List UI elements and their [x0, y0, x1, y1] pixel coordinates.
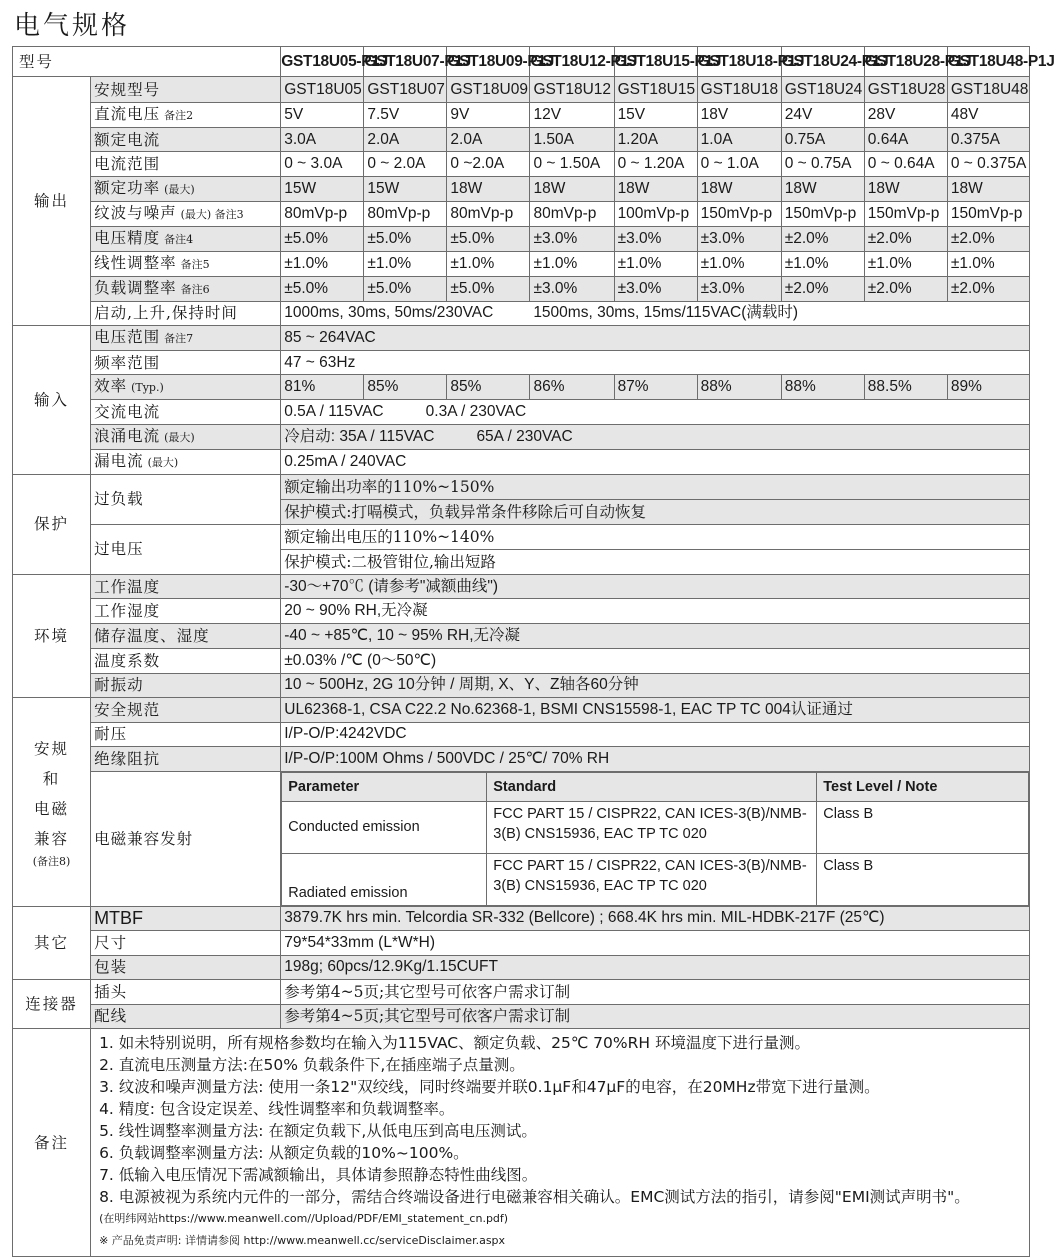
emc-table-cell: [281, 771, 1030, 906]
row-label-text: 工作温度: [94, 577, 161, 596]
value-cell: ±5.0%: [364, 226, 447, 251]
value-cell: ±3.0%: [614, 226, 697, 251]
row-label-text: 线性调整率: [94, 253, 177, 272]
value-cell: ±1.0%: [530, 251, 614, 276]
spec-table: [12, 46, 1055, 1257]
row-label-text: 绝缘阻抗: [94, 749, 161, 768]
timing-value-a: 1000ms, 30ms, 50ms/230VAC: [284, 304, 494, 322]
emc-table: [281, 772, 1029, 906]
section-connector: 连接器: [13, 980, 91, 1029]
section-safety-line: 电磁: [34, 799, 70, 818]
efficiency-cell: 88.5%: [864, 375, 947, 400]
input-row: [13, 325, 1030, 350]
note-line: 1. 如未特别说明，所有规格参数均在输入为115VAC、额定负载、25℃ 70%RH 环境温度下进行量测。: [99, 1034, 810, 1053]
efficiency-cell: 85%: [364, 375, 447, 400]
model-name-cell: GST18U09-P1J: [447, 47, 530, 77]
emc-row: [13, 771, 1030, 906]
value-cell: GST18U05: [281, 77, 364, 103]
value-cell: 28V: [864, 103, 947, 128]
section-safety-emc: [13, 698, 91, 907]
value-cell: GST18U18: [697, 77, 781, 103]
row-label: [91, 474, 281, 524]
section-protection: 保护: [13, 474, 91, 574]
spec-title: 电气规格: [14, 11, 131, 41]
row-label-text: 尺寸: [94, 933, 128, 952]
row-label-note: 备注2: [164, 109, 194, 122]
emc-row: [282, 801, 1029, 853]
input-row: [13, 424, 1030, 449]
row-label-text: 启动,上升,保持时间: [94, 304, 238, 323]
row-label-text: 漏电流: [94, 451, 144, 470]
row-label-text: 浪涌电流: [94, 426, 161, 445]
row-label: [91, 152, 281, 176]
environment-row: [13, 599, 1030, 624]
safety-row: [13, 747, 1030, 772]
row-label-text: 温度系数: [94, 651, 161, 670]
value-cell: 0 ~ 0.375A: [947, 152, 1029, 176]
value-cell: ±1.0%: [947, 251, 1029, 276]
note-line: ※ 产品免责声明: 详情请参阅 http://www.meanwell.cc/serviceDisclaimer.aspx: [99, 1234, 506, 1248]
value-cell: ±1.0%: [447, 251, 530, 276]
others-row: [13, 955, 1030, 980]
environment-row: [13, 574, 1030, 599]
value-cell: 0 ~ 1.0A: [697, 152, 781, 176]
note-line: 7. 低输入电压情况下需减额输出，具体请参照静态特性曲线图。: [99, 1166, 538, 1185]
row-label: [91, 449, 281, 474]
connector-row: [13, 980, 1030, 1005]
row-label: [91, 1004, 281, 1029]
environment-value: -40 ~ +85℃, 10 ~ 95% RH,无冷凝: [281, 624, 1030, 649]
row-label: [91, 599, 281, 624]
ac-current-b: 0.3A / 230VAC: [425, 403, 527, 421]
row-label-text: 包装: [94, 958, 128, 977]
row-label: [91, 350, 281, 375]
value-cell: ±2.0%: [947, 226, 1029, 251]
row-label: [91, 747, 281, 772]
model-name-cell: GST18U05-P1J: [281, 47, 364, 77]
row-label: [91, 128, 281, 152]
row-label: [91, 698, 281, 723]
value-cell: 18W: [697, 176, 781, 201]
row-label: [91, 276, 281, 301]
row-label-text: 频率范围: [94, 353, 161, 372]
row-label-text: 插头: [94, 982, 128, 1001]
mtbf-value: 3879.7K hrs min. Telcordia SR-332 (Bellcore) ; 668.4K hrs min. MIL-HDBK-217F (25℃): [281, 906, 1030, 931]
row-label-text: 工作湿度: [94, 602, 161, 621]
model-name-cell: GST18U18-P1J: [697, 47, 781, 77]
row-label-text: 安全规范: [94, 700, 161, 719]
value-cell: 18V: [697, 103, 781, 128]
value-cell: ±2.0%: [781, 276, 864, 301]
value-cell: 0 ~ 0.64A: [864, 152, 947, 176]
row-label: MTBF: [91, 906, 281, 931]
row-label: [91, 931, 281, 956]
output-row: [13, 201, 1030, 226]
row-label-text: 负载调整率: [94, 278, 177, 297]
row-label-note: (最大): [164, 430, 195, 444]
row-label: [91, 77, 281, 103]
output-row: [13, 226, 1030, 251]
note-line: 6. 负载调整率测量方法: 从额定负载的10%~100%。: [99, 1144, 469, 1163]
dimension-value: 79*54*33mm (L*W*H): [281, 931, 1030, 956]
input-row: [13, 375, 1030, 400]
environment-row: [13, 673, 1030, 698]
value-cell: 0 ~ 1.50A: [530, 152, 614, 176]
value-cell: 0 ~ 3.0A: [281, 152, 364, 176]
section-notes: 备注: [13, 1029, 91, 1257]
model-name-cell: GST18U15-P1J: [614, 47, 697, 77]
row-label: [91, 673, 281, 698]
value-cell: ±1.0%: [614, 251, 697, 276]
value-cell: 2.0A: [364, 128, 447, 152]
value-cell: ±3.0%: [697, 226, 781, 251]
value-cell: ±2.0%: [947, 276, 1029, 301]
input-voltage-value: 85 ~ 264VAC: [281, 325, 1030, 350]
safety-row: [13, 698, 1030, 723]
leakage-value: 0.25mA / 240VAC: [281, 449, 1030, 474]
section-input: 输入: [13, 325, 91, 474]
section-safety-note: (备注8): [32, 854, 71, 868]
environment-value: 20 ~ 90% RH,无冷凝: [281, 599, 1030, 624]
value-cell: GST18U24: [781, 77, 864, 103]
input-frequency-value: 47 ~ 63Hz: [281, 350, 1030, 375]
output-row: [13, 152, 1030, 176]
emc-parameter-cell: Conducted emission: [282, 801, 487, 853]
value-cell: 0 ~ 1.20A: [614, 152, 697, 176]
note-line: 3. 纹波和噪声测量方法: 使用一条12"双绞线，同时终端要并联0.1μF和47μF的电容，在20MHz带宽下进行量测。: [99, 1078, 880, 1097]
row-label: [91, 524, 281, 574]
value-cell: 0.375A: [947, 128, 1029, 152]
row-label-text: 耐振动: [94, 676, 144, 695]
row-label: [91, 624, 281, 649]
value-cell: 2.0A: [447, 128, 530, 152]
emc-header-row: [282, 772, 1029, 801]
value-cell: 12V: [530, 103, 614, 128]
row-label-text: 耐压: [94, 725, 128, 744]
row-label-text: 额定功率: [94, 178, 161, 197]
value-cell: 18W: [530, 176, 614, 201]
row-label-text: 过电压: [94, 540, 144, 559]
value-cell: 5V: [281, 103, 364, 128]
value-cell: 48V: [947, 103, 1029, 128]
environment-row: [13, 648, 1030, 673]
connector-row: [13, 1004, 1030, 1029]
row-label-text: 交流电流: [94, 403, 161, 422]
notes-cell: [91, 1029, 1030, 1257]
value-cell: 15W: [281, 176, 364, 201]
row-label: [91, 980, 281, 1005]
value-cell: GST18U09: [447, 77, 530, 103]
value-cell: GST18U12: [530, 77, 614, 103]
note-line: 5. 线性调整率测量方法: 在额定负载下,从低电压到高电压测试。: [99, 1122, 537, 1141]
row-label: [91, 424, 281, 449]
row-label-note: 备注5: [180, 257, 210, 271]
value-cell: 80mVp-p: [530, 201, 614, 226]
output-row: [13, 77, 1030, 103]
efficiency-cell: 88%: [697, 375, 781, 400]
value-cell: 150mVp-p: [864, 201, 947, 226]
input-row: [13, 449, 1030, 474]
row-label: [91, 103, 281, 128]
inrush-b: 65A / 230VAC: [476, 427, 573, 445]
timing-value: [281, 301, 1030, 325]
row-label: [91, 574, 281, 599]
row-label: [91, 771, 281, 906]
isolation-value: I/P-O/P:100M Ohms / 500VDC / 25℃/ 70% RH: [281, 747, 1030, 772]
value-cell: ±2.0%: [781, 226, 864, 251]
value-cell: 18W: [781, 176, 864, 201]
output-row: [13, 103, 1030, 128]
value-cell: ±5.0%: [281, 226, 364, 251]
row-label: [91, 201, 281, 226]
note-line: 2. 直流电压测量方法:在50% 负载条件下,在插座端子点量测。: [99, 1056, 525, 1075]
environment-value: -30～+70℃ (请参考"减额曲线"): [281, 574, 1030, 599]
value-cell: GST18U48: [947, 77, 1029, 103]
row-label-note: 备注7: [164, 331, 194, 345]
value-cell: ±1.0%: [781, 251, 864, 276]
row-label-text: 储存温度、湿度: [94, 627, 210, 645]
note-line: (在明纬网站https://www.meanwell.com//Upload/PDF/EMI_statement_cn.pdf): [99, 1212, 509, 1226]
overvoltage-line2: 保护模式:二极管钳位,输出短路: [281, 549, 1030, 574]
row-label: [91, 226, 281, 251]
value-cell: ±5.0%: [364, 276, 447, 301]
value-cell: 80mVp-p: [281, 201, 364, 226]
efficiency-cell: 88%: [781, 375, 864, 400]
value-cell: 15W: [364, 176, 447, 201]
row-label-text: 效率: [94, 377, 128, 396]
emc-row: [282, 853, 1029, 905]
row-label-text: 额定电流: [94, 130, 161, 149]
overload-line1: 额定输出功率的110%~150%: [281, 474, 1030, 499]
section-safety-line: 和: [42, 769, 61, 788]
row-label-text: 直流电压: [94, 105, 161, 123]
row-label: [91, 375, 281, 400]
overvoltage-line1: 额定输出电压的110%~140%: [281, 524, 1030, 549]
row-label-note: (最大) 备注3: [180, 207, 244, 221]
timing-value-b: 1500ms, 30ms, 15ms/115VAC(满载时): [533, 304, 799, 322]
value-cell: GST18U28: [864, 77, 947, 103]
value-cell: 18W: [447, 176, 530, 201]
value-cell: 0 ~ 0.75A: [781, 152, 864, 176]
section-others: 其它: [13, 906, 91, 980]
model-name-cell: GST18U07-P1J: [364, 47, 447, 77]
row-label: [91, 400, 281, 425]
value-cell: 150mVp-p: [781, 201, 864, 226]
value-cell: 1.0A: [697, 128, 781, 152]
value-cell: 7.5V: [364, 103, 447, 128]
efficiency-cell: 86%: [530, 375, 614, 400]
output-timing-row: [13, 301, 1030, 325]
value-cell: 1.20A: [614, 128, 697, 152]
row-label: [91, 301, 281, 325]
value-cell: 15V: [614, 103, 697, 128]
value-cell: ±5.0%: [281, 276, 364, 301]
value-cell: 0 ~ 2.0A: [364, 152, 447, 176]
value-cell: ±5.0%: [447, 276, 530, 301]
overload-line2: 保护模式:打嗝模式，负载异常条件移除后可自动恢复: [281, 499, 1030, 524]
value-cell: 0.75A: [781, 128, 864, 152]
row-label-text: 电压精度: [94, 228, 161, 247]
environment-row: [13, 624, 1030, 649]
row-label-note: 备注4: [164, 232, 194, 246]
row-label: [91, 955, 281, 980]
value-cell: 100mVp-p: [614, 201, 697, 226]
emc-level-cell: Class B: [817, 853, 1029, 905]
efficiency-cell: 81%: [281, 375, 364, 400]
others-row: [13, 931, 1030, 956]
output-row: [13, 128, 1030, 152]
model-name-cell: GST18U24-P1J: [781, 47, 864, 77]
value-cell: ±1.0%: [864, 251, 947, 276]
value-cell: 3.0A: [281, 128, 364, 152]
protection-row: [13, 474, 1030, 499]
value-cell: ±3.0%: [614, 276, 697, 301]
safety-standards-value: UL62368-1, CSA C22.2 No.62368-1, BSMI CNS15598-1, EAC TP TC 004认证通过: [281, 698, 1030, 723]
section-safety-line: 安规: [34, 739, 70, 758]
environment-value: ±0.03% /℃ (0～50℃): [281, 648, 1030, 673]
inrush-value: [281, 424, 1030, 449]
packing-value: 198g; 60pcs/12.9Kg/1.15CUFT: [281, 955, 1030, 980]
withstand-value: I/P-O/P:4242VDC: [281, 722, 1030, 747]
row-label: [91, 722, 281, 747]
emc-standard-cell: FCC PART 15 / CISPR22, CAN ICES-3(B)/NMB-3(B) CNS15936, EAC TP TC 020: [487, 853, 817, 905]
value-cell: ±2.0%: [864, 226, 947, 251]
value-cell: ±1.0%: [697, 251, 781, 276]
value-cell: ±3.0%: [530, 226, 614, 251]
value-cell: ±2.0%: [864, 276, 947, 301]
plug-value: 参考第4~5页;其它型号可依客户需求订制: [281, 980, 1030, 1005]
output-row: [13, 276, 1030, 301]
inrush-a: 冷启动: 35A / 115VAC: [284, 427, 435, 445]
row-label-text: 安规型号: [94, 80, 161, 99]
value-cell: 80mVp-p: [447, 201, 530, 226]
row-label-text: 过负载: [94, 490, 144, 509]
value-cell: 150mVp-p: [697, 201, 781, 226]
value-cell: ±1.0%: [281, 251, 364, 276]
emc-header-cell: Parameter: [282, 772, 487, 801]
row-label-note: (最大): [164, 182, 195, 196]
note-line: 8. 电源被视为系统内元件的一部分，需结合终端设备进行电磁兼容相关确认。EMC测试方法的指引，请参阅"EMI测试声明书"。: [99, 1188, 970, 1207]
value-cell: GST18U07: [364, 77, 447, 103]
value-cell: 80mVp-p: [364, 201, 447, 226]
row-label-note: 备注6: [180, 282, 210, 296]
value-cell: ±5.0%: [447, 226, 530, 251]
environment-value: 10 ~ 500Hz, 2G 10分钟 / 周期, X、Y、Z轴各60分钟: [281, 673, 1030, 698]
section-environment: 环境: [13, 574, 91, 697]
value-cell: ±3.0%: [530, 276, 614, 301]
value-cell: GST18U15: [614, 77, 697, 103]
value-cell: ±1.0%: [364, 251, 447, 276]
row-label-note: (最大): [147, 455, 179, 469]
value-cell: 0.64A: [864, 128, 947, 152]
model-name-cell: GST18U12-P1J: [530, 47, 614, 77]
efficiency-cell: 87%: [614, 375, 697, 400]
input-row: [13, 400, 1030, 425]
section-output: 输出: [13, 77, 91, 326]
row-label-text: 电压范围: [94, 327, 161, 346]
value-cell: 150mVp-p: [947, 201, 1029, 226]
note-line: 4. 精度: 包含设定误差、线性调整率和负载调整率。: [99, 1100, 455, 1119]
model-name-cell: GST18U48-P1J: [947, 47, 1029, 77]
value-cell: 18W: [864, 176, 947, 201]
value-cell: 1.50A: [530, 128, 614, 152]
output-row: [13, 176, 1030, 201]
value-cell: 18W: [947, 176, 1029, 201]
emc-parameter-cell: Radiated emission: [282, 853, 487, 905]
row-label: [91, 325, 281, 350]
row-label: [91, 176, 281, 201]
model-name-cell: GST18U28-P1J: [864, 47, 947, 77]
row-label-text: 配线: [94, 1007, 128, 1026]
row-label: [91, 648, 281, 673]
emc-header-cell: Standard: [487, 772, 817, 801]
row-label-text: 电流范围: [94, 155, 161, 174]
row-label: [91, 251, 281, 276]
row-label-note: (Typ.): [131, 381, 164, 395]
emc-standard-cell: FCC PART 15 / CISPR22, CAN ICES-3(B)/NMB-3(B) CNS15936, EAC TP TC 020: [487, 801, 817, 853]
value-cell: 9V: [447, 103, 530, 128]
value-cell: ±3.0%: [697, 276, 781, 301]
ac-current-value: [281, 400, 1030, 425]
emc-level-cell: Class B: [817, 801, 1029, 853]
protection-row: [13, 524, 1030, 549]
model-header-label: 型号: [13, 47, 281, 77]
emc-header-cell: Test Level / Note: [817, 772, 1029, 801]
value-cell: 18W: [614, 176, 697, 201]
value-cell: 24V: [781, 103, 864, 128]
ac-current-a: 0.5A / 115VAC: [284, 403, 384, 421]
model-header-row: [13, 47, 1030, 77]
cable-value: 参考第4~5页;其它型号可依客户需求订制: [281, 1004, 1030, 1029]
notes-row: [13, 1029, 1030, 1257]
others-row: [13, 906, 1030, 931]
row-label-text: 电磁兼容发射: [94, 829, 194, 848]
value-cell: 0 ~2.0A: [447, 152, 530, 176]
efficiency-cell: 85%: [447, 375, 530, 400]
input-row: [13, 350, 1030, 375]
section-safety-line: 兼容: [34, 829, 70, 848]
row-label-text: 纹波与噪声: [94, 203, 177, 222]
output-row: [13, 251, 1030, 276]
safety-row: [13, 722, 1030, 747]
efficiency-cell: 89%: [947, 375, 1029, 400]
